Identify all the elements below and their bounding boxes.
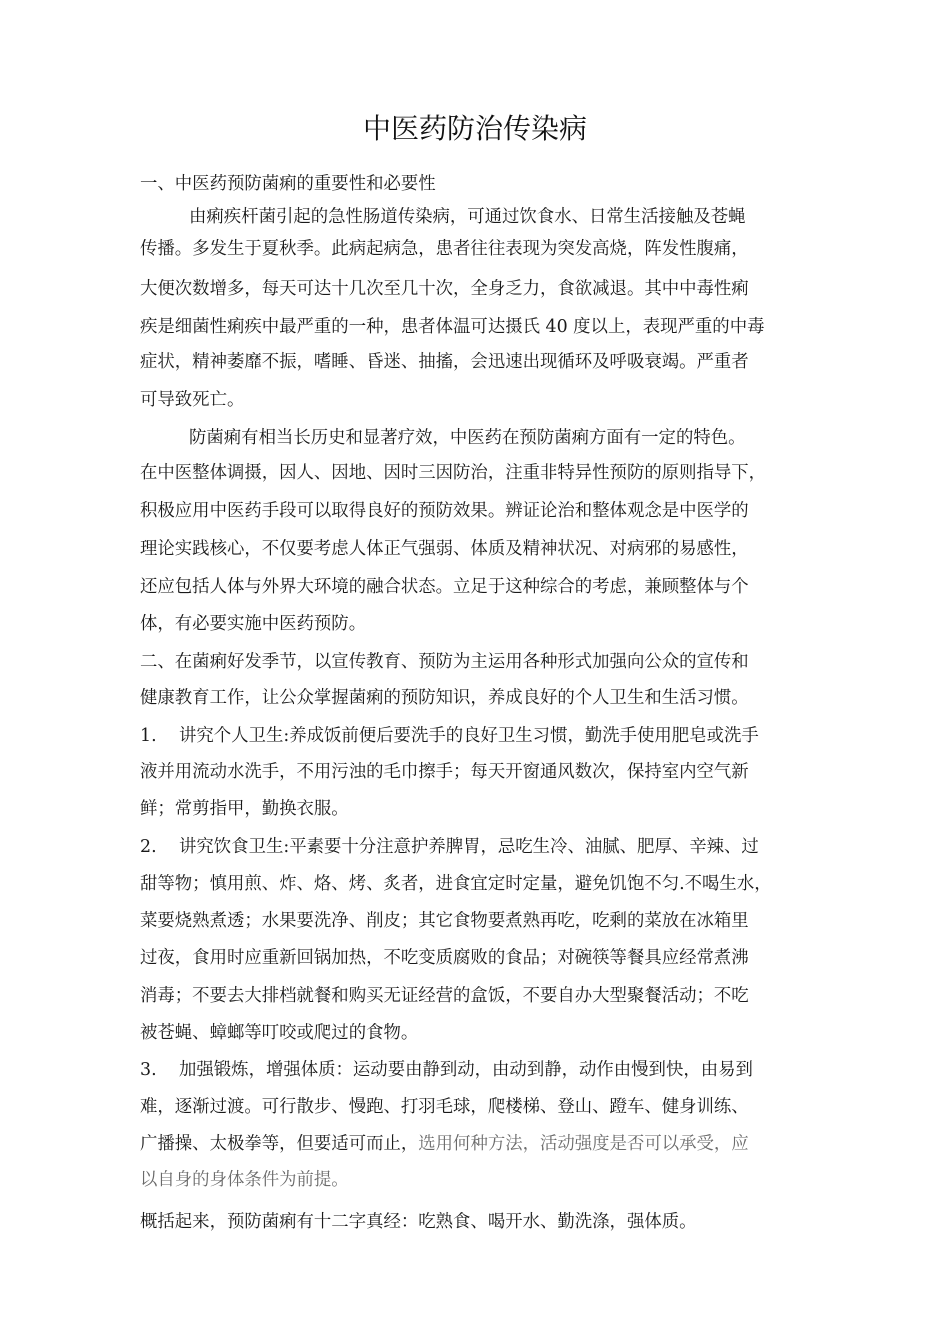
paragraph-line bbox=[140, 1132, 840, 1156]
list-item-3 bbox=[140, 1058, 840, 1082]
paragraph-line: 消毒；不要去大排档就餐和购买无证经营的盒饭，不要自办大型聚餐活动；不吃 bbox=[140, 986, 749, 1006]
paragraph-line: 菜要烧熟煮透；水果要洗净、削皮；其它食物要煮熟再吃，吃剩的菜放在冰箱里 bbox=[140, 911, 749, 931]
paragraph-line: 健康教育工作，让公众掌握菌痢的预防知识，养成良好的个人卫生和生活习惯。 bbox=[140, 688, 749, 708]
paragraph-line: 症状，精神萎靡不振，嗜睡、昏迷、抽搐，会迅速出现循环及呼吸衰竭。严重者 bbox=[140, 352, 749, 372]
paragraph-line: 积极应用中医药手段可以取得良好的预防效果。辨证论治和整体观念是中医学的 bbox=[140, 501, 749, 521]
paragraph-line: 过夜，食用时应重新回锅加热，不吃变质腐败的食品；对碗筷等餐具应经常煮沸 bbox=[140, 948, 749, 968]
paragraph-line: 以自身的身体条件为前提。 bbox=[140, 1170, 349, 1190]
paragraph-line: 甜等物；慎用煎、炸、烙、烤、炙者，进食宜定时定量，避免饥饱不匀.不喝生水， bbox=[140, 874, 772, 894]
list-item-text: 讲究饮食卫生:平素要十分注意护养脾胃，忌吃生冷、油腻、肥厚、辛辣、过 bbox=[179, 837, 759, 857]
list-number: 3. bbox=[140, 1060, 157, 1080]
paragraph-line: 理论实践核心，不仅要考虑人体正气强弱、体质及精神状况、对病邪的易感性， bbox=[140, 539, 749, 559]
paragraph-line: 还应包括人体与外界大环境的融合状态。立足于这种综合的考虑，兼顾整体与个 bbox=[140, 577, 749, 597]
list-item-2 bbox=[140, 835, 840, 859]
paragraph-line: 可导致死亡。 bbox=[140, 390, 245, 410]
paragraph-line: 在中医整体调摄，因人、因地、因时三因防治，注重非特异性预防的原则指导下， bbox=[140, 463, 767, 483]
paragraph-line: 鲜；常剪指甲，勤换衣服。 bbox=[140, 799, 349, 819]
list-item-text: 加强锻炼，增强体质：运动要由静到动，由动到静，动作由慢到快，由易到 bbox=[179, 1060, 753, 1080]
page-title: 中医药防治传染病 bbox=[362, 112, 587, 145]
summary-line: 概括起来，预防菌痢有十二字真经：吃熟食、喝开水、勤洗涤，强体质。 bbox=[140, 1212, 697, 1232]
paragraph-line: 液并用流动水洗手，不用污浊的毛巾擦手；每天开窗通风数次，保持室内空气新 bbox=[140, 762, 749, 782]
list-number: 1. bbox=[140, 726, 157, 746]
paragraph-line: 被苍蝇、蟑螂等叮咬或爬过的食物。 bbox=[140, 1023, 419, 1043]
line-text: 广播操、太极拳等，但要适可而止， bbox=[140, 1134, 419, 1154]
section-heading-1: 一、中医药预防菌痢的重要性和必要性 bbox=[140, 174, 436, 194]
paragraph-line: 体，有必要实施中医药预防。 bbox=[140, 614, 367, 634]
list-number: 2. bbox=[140, 837, 157, 857]
paragraph-line: 难，逐渐过渡。可行散步、慢跑、打羽毛球，爬楼梯、登山、蹬车、健身训练、 bbox=[140, 1097, 749, 1117]
line-text-gray: 选用何种方法，活动强度是否可以承受，应 bbox=[418, 1134, 749, 1154]
section-heading-2: 二、在菌痢好发季节，以宣传教育、预防为主运用各种形式加强向公众的宣传和 bbox=[140, 652, 749, 672]
paragraph-line: 疾是细菌性痢疾中最严重的一种，患者体温可达摄氏 40 度以上，表现严重的中毒 bbox=[140, 317, 765, 337]
paragraph-line: 防菌痢有相当长历史和显著疗效，中医药在预防菌痢方面有一定的特色。 bbox=[189, 428, 746, 448]
list-item-text: 讲究个人卫生:养成饭前便后要洗手的良好卫生习惯，勤洗手使用肥皂或洗手 bbox=[179, 726, 759, 746]
paragraph-line: 传播。多发生于夏秋季。此病起病急，患者往往表现为突发高烧，阵发性腹痛， bbox=[140, 239, 749, 259]
paragraph-line: 由痢疾杆菌引起的急性肠道传染病，可通过饮食水、日常生活接触及苍蝇 bbox=[189, 207, 746, 227]
paragraph-line: 大便次数增多，每天可达十几次至几十次，全身乏力，食欲减退。其中中毒性痢 bbox=[140, 279, 749, 299]
list-item-1 bbox=[140, 724, 840, 748]
